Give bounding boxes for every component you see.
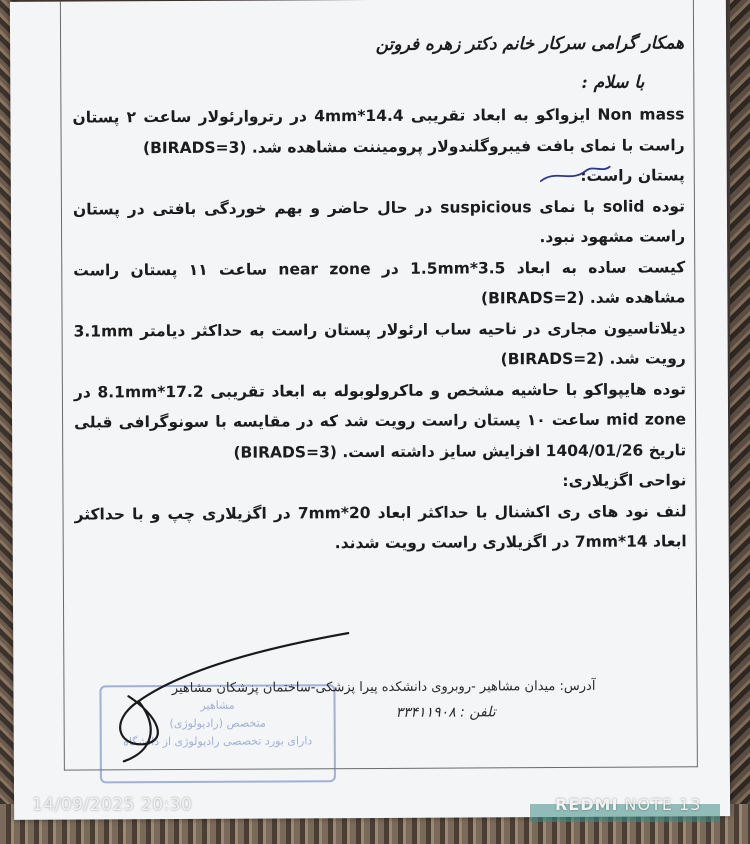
report-paper xyxy=(10,0,730,820)
heading-right-breast: پستان راست: xyxy=(580,166,685,185)
signature-scribble xyxy=(98,625,359,766)
finding-simple-cyst: کیست ساده به ابعاد 3.5*1.5mm در near zone ساعت ۱۱ پستان راست مشاهده شد. (BIRADS=2) xyxy=(73,257,686,308)
background-right xyxy=(730,0,750,844)
pen-correction-mark xyxy=(536,159,616,189)
finding-solid-mass: توده solid با نمای suspicious در حال حاضر و بهم خوردگی بافتی در پستان راست مشهود نبود. xyxy=(72,196,686,247)
finding-duct-dilatation: دیلاتاسیون مجاری در ناحیه ساب ارئولار پستان راست به حداکثر دیامتر 3.1mm رویت شد. (BIRADS=2) xyxy=(73,318,686,369)
footer-phone: تلفن : ۳۳۴۱۱۹۰۸ xyxy=(395,704,496,721)
stamp-line-2: متخصص (رادیولوژی) xyxy=(169,716,266,731)
watermark-brand: REDMI xyxy=(555,795,619,814)
report-body xyxy=(72,28,687,560)
stamp-line-1: مشاهیر xyxy=(200,698,235,712)
device-watermark xyxy=(555,795,701,814)
stamp-line-3: دارای بورد تخصصی رادیولوژی از دانشگاه xyxy=(123,734,313,749)
watermark-model: NOTE 13 xyxy=(624,795,702,814)
finding-non-mass: Non mass ایزواکو به ابعاد تقریبی 14.4*4mm در رتروارئولار ساعت ۲ پستان راست با نمای بافت فیبروگلندولار پرومیننت مشاهده شد. (BIRADS=3) xyxy=(72,105,685,157)
salutation: با سلام : xyxy=(581,72,645,93)
finding-hypoechoic-mass: توده هایپواکو با حاشیه مشخص و ماکرولوبوله به ابعاد تقریبی 17.2*8.1mm در mid zone ساعت ۱۰ پستان راست رویت شد که در مقایسه با سونوگرافی قبلی تاریخ 1404/01/26 افزایش سایز داشته است. (BIRADS=3) xyxy=(73,379,687,462)
photo-timestamp: 14/09/2025 20:30 xyxy=(32,795,193,815)
greeting-line: همکار گرامی سرکار خانم دکتر زهره فروتن xyxy=(375,33,685,55)
footer-address: آدرس: میدان مشاهیر -روبروی دانشکده پیرا پزشکی-ساختمان پزشکان مشاهیر xyxy=(171,678,596,697)
finding-lymph-nodes: لنف نود های ری اکشنال با حداکثر ابعاد 20*7mm در اگزیلاری چپ و با حداکثر ابعاد 14*7mm در اگزیلاری راست رویت شدند. xyxy=(74,501,687,553)
heading-axilla: نواحی اگزیلاری: xyxy=(562,471,687,490)
